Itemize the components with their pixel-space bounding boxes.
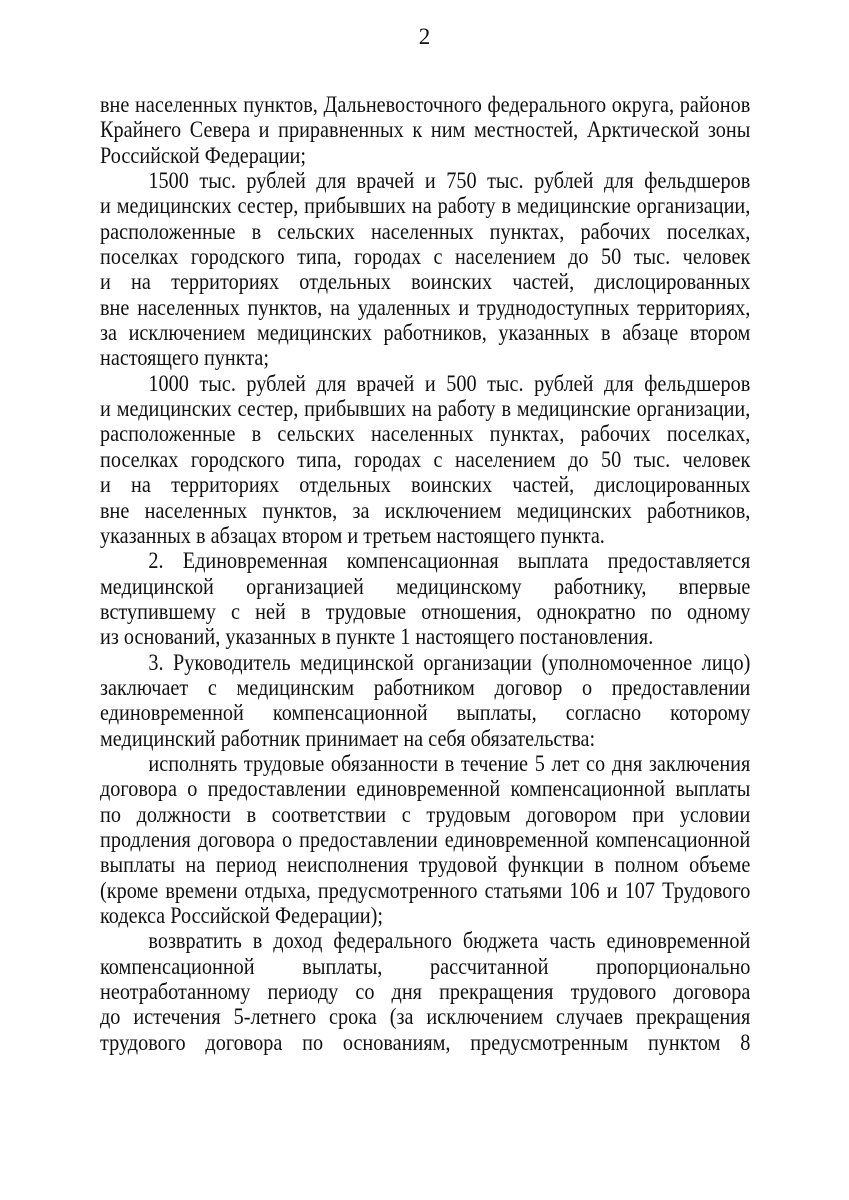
text-line: расположенные в сельских населенных пунктах, рабочих поселках, <box>100 421 751 447</box>
text-line: возвратить в доход федерального бюджета часть единовременной <box>148 928 751 954</box>
text-line: и медицинских сестер, прибывших на работу в медицинские организации, <box>100 193 751 219</box>
text-line: до истечения 5-летнего срока (за исключением случаев прекращения <box>100 1004 751 1030</box>
text-line: (кроме времени отдыха, предусмотренного статьями 106 и 107 Трудового <box>100 877 751 903</box>
text-line: 2. Единовременная компенсационная выплата предоставляется <box>148 548 751 574</box>
text-line: кодекса Российской Федерации); <box>100 903 383 928</box>
text-line: поселках городского типа, городах с населением до 50 тыс. человек <box>100 446 751 472</box>
text-line: вне населенных пунктов, за исключением медицинских работников, <box>100 497 751 523</box>
text-line: вступившему с ней в трудовые отношения, однократно по одному <box>100 598 751 624</box>
text-line: заключает с медицинским работником договор о предоставлении <box>100 674 751 700</box>
text-line: компенсационной выплаты, рассчитанной пропорционально <box>100 953 751 979</box>
text-line: 3. Руководитель медицинской организации (уполномоченное лицо) <box>148 649 751 675</box>
text-line: из оснований, указанных в пункте 1 настоящего постановления. <box>100 624 654 650</box>
text-line: и на территориях отдельных воинских частей, дислоцированных <box>100 472 751 498</box>
text-line: выплаты на период неисполнения трудовой функции в полном объеме <box>100 852 751 878</box>
text-line: медицинской организацией медицинскому работнику, впервые <box>100 573 751 599</box>
document-body <box>100 92 750 1055</box>
text-line: поселках городского типа, городах с населением до 50 тыс. человек <box>100 244 751 270</box>
text-line: 1500 тыс. рублей для врачей и 750 тыс. рублей для фельдшеров <box>148 168 751 194</box>
text-line: указанных в абзацах втором и третьем настоящего пункта. <box>100 522 605 548</box>
text-line: продления договора о предоставлении единовременной компенсационной <box>100 826 751 852</box>
text-line: за исключением медицинских работников, указанных в абзаце втором <box>100 320 751 346</box>
text-line: Российской Федерации; <box>100 142 307 168</box>
text-line: медицинский работник принимает на себя обязательства: <box>100 725 596 751</box>
text-line: вне населенных пунктов, Дальневосточного федерального округа, районов <box>100 92 751 117</box>
text-line: настоящего пункта; <box>100 345 270 371</box>
text-line: вне населенных пунктов, на удаленных и труднодоступных территориях, <box>100 294 751 320</box>
text-line: расположенные в сельских населенных пунктах, рабочих поселках, <box>100 218 751 244</box>
text-line: по должности в соответствии с трудовым договором при условии <box>100 801 751 827</box>
text-line: и медицинских сестер, прибывших на работу в медицинские организации, <box>100 396 751 422</box>
text-line: единовременной компенсационной выплаты, согласно которому <box>100 700 751 726</box>
text-line: исполнять трудовые обязанности в течение 5 лет со дня заключения <box>148 750 751 776</box>
text-line: и на территориях отдельных воинских частей, дислоцированных <box>100 269 751 295</box>
text-line: 1000 тыс. рублей для врачей и 500 тыс. рублей для фельдшеров <box>148 370 751 396</box>
text-line: Крайнего Севера и приравненных к ним местностей, Арктической зоны <box>100 117 751 143</box>
page-number: 2 <box>418 24 431 49</box>
text-line: трудового договора по основаниям, предусмотренным пунктом 8 <box>100 1029 751 1055</box>
text-line: неотработанному периоду со дня прекращения трудового договора <box>100 979 751 1005</box>
text-line: договора о предоставлении единовременной компенсационной выплаты <box>100 776 751 802</box>
